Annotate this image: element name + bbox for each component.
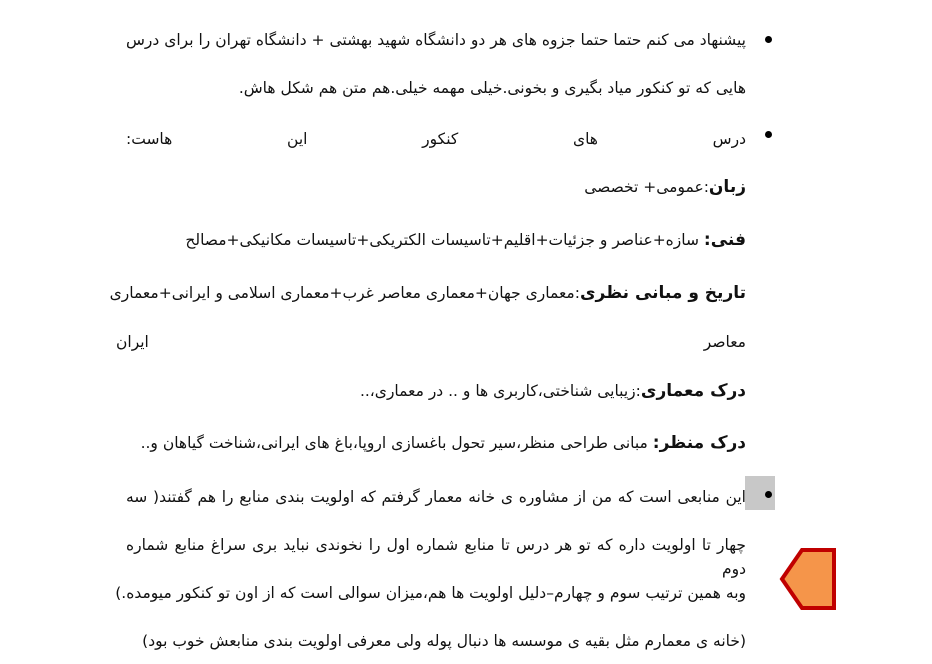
subject-label: زبان [708,177,746,197]
back-arrow-icon[interactable] [778,546,838,612]
bullet-dot [765,491,772,498]
subjects-intro: درس های کنکور این هاست: [126,130,746,148]
paragraph-line: پیشنهاد می کنم حتما حتما جزوه های هر دو دانشگاه شهید بهشتی + دانشگاه تهران را برای درس [126,31,746,49]
bullet-dot [765,36,772,43]
subject-text: :عمومی+ تخصصی [584,178,709,196]
paragraph-line: (خانه ی معمارم مثل بقیه ی موسسه ها دنبال پوله ولی معرفی اولویت بندی منابعش خوب بود) [142,632,746,650]
paragraph-line: معاصر ایران [116,333,746,351]
subject-architecture [126,379,746,403]
subject-language [126,175,746,199]
bullet-dot [765,131,772,138]
subject-label: درک معماری [640,381,746,401]
subject-label: درک منظر: [652,433,746,453]
subject-text: :زیبایی شناختی،کاربری ها و .. در معماری،.. [359,382,641,400]
subject-landscape [126,431,746,455]
subject-text: :معماری جهان+معماری معاصر غرب+معماری اسلامی و ایرانی+معماری [109,284,580,302]
subject-text: مبانی طراحی منظر،سیر تحول باغسازی اروپا،باغ های ایرانی،شناخت گیاهان و.. [140,434,653,452]
paragraph-line: چهار تا اولویت داره که تو هر درس تا منابع شماره اول را نخوندی نباید بری سراغ منابع شماره دوم [126,536,746,578]
subject-history [109,281,746,305]
subject-technical [126,228,746,252]
subject-label: فنی: [703,230,746,250]
paragraph-line: هایی که تو کنکور میاد بگیری و بخونی.خیلی مهمه خیلی.هم متن هم شکل هاش. [238,79,746,97]
subject-text: سازه+عناصر و جزئیات+اقلیم+تاسیسات الکتریکی+تاسیسات مکانیکی+مصالح [185,231,704,249]
paragraph-line: این منابعی است که من از مشاوره ی خانه معمار گرفتم که اولویت بندی منابع را هم گفتند( سه [126,488,746,506]
subject-label: تاریخ و مبانی نظری [579,283,746,303]
paragraph-line: وبه همین ترتیب سوم و چهارم–دلیل اولویت ها هم،میزان سوالی است که از اون تو کنکور میومده.) [115,584,746,602]
